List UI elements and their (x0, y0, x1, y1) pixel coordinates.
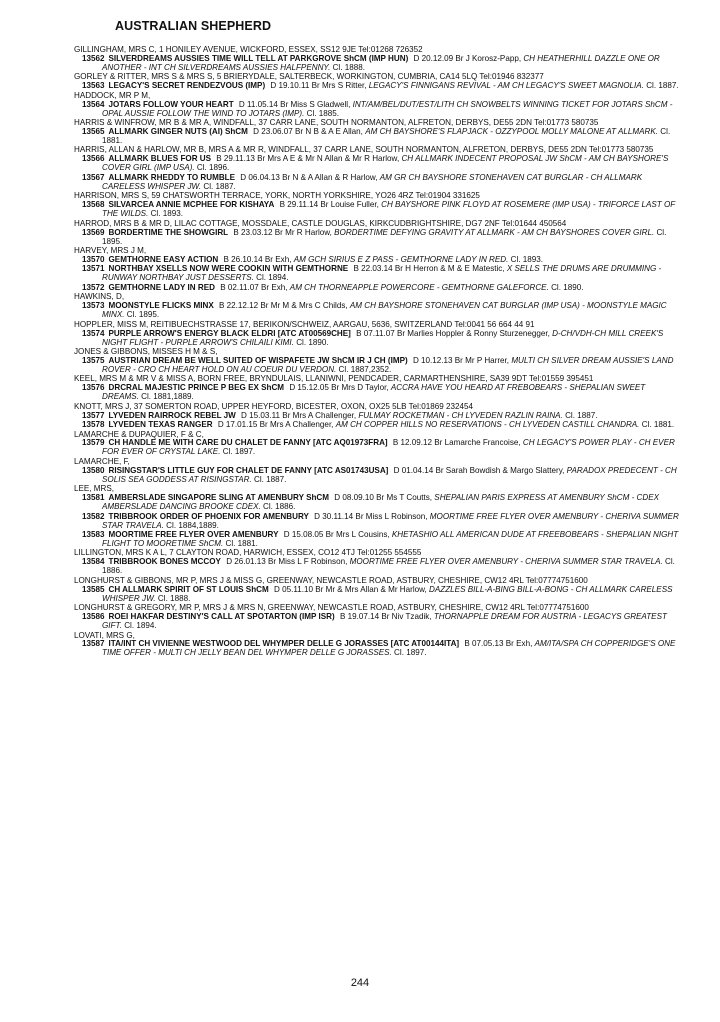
owner-line: LONGHURST & GREGORY, MR P, MRS J & MRS N, GREENWAY, NEWCASTLE ROAD, ASTBURY, CHESHIRE, CW12 4RL Tel:07774751600 (74, 603, 589, 613)
entry-details: B 29.11.13 Br Mrs A E & Mr N Allan & Mr R Harlow, (216, 154, 400, 164)
entry-number: 13577 (82, 410, 105, 420)
owner-line: HARRIS & WINFROW, MR B & MR A, WINDFALL, 37 CARR LANE, SOUTH NORMANTON, ALFRETON, DERBYS, DE55 2DN Tel:01773 580735 (74, 118, 599, 128)
class-numbers: Cl. 1885. (306, 108, 340, 118)
dog-entry (74, 174, 682, 192)
class-numbers: Cl. 1890. (551, 282, 584, 292)
dog-entry (74, 558, 682, 576)
class-numbers: Cl. 1893. (150, 209, 183, 219)
dog-name: JOTARS FOLLOW YOUR HEART (108, 99, 234, 109)
pedigree: AM GCH SIRIUS E Z PASS - GEMTHORNE LADY IN RED. (293, 254, 509, 264)
entry-details: D 05.11.10 Br Mr & Mrs Allan & Mr Harlow, (274, 584, 427, 594)
pedigree: ACCRA HAVE YOU HEARD AT FREBOBEARS - SHEPALIAN SWEET DREAMS. (102, 383, 646, 402)
dog-name: LYVEDEN TEXAS RANGER (108, 420, 213, 430)
dog-name: ALLMARK RHEDDY TO RUMBLE (108, 172, 236, 182)
pedigree: BORDERTIME DEFYING GRAVITY AT ALLMARK - AM CH BAYSHORES COVER GIRL. (334, 227, 655, 237)
entry-number: 13568 (82, 200, 105, 210)
dog-name: LYVEDEN RAIRROCK REBEL JW (108, 410, 236, 420)
entry-details: D 06.04.13 Br N & A Allan & R Harlow, (240, 172, 378, 182)
dog-entry (74, 101, 682, 119)
pedigree: CH LEGACY'S POWER PLAY - CH EVER FOR EVER OF CRYSTAL LAKE. (102, 438, 675, 457)
dog-entry (74, 421, 682, 430)
entry-details: B 02.11.07 Br Exh, (220, 282, 288, 292)
class-numbers: Cl. 1881. (225, 538, 258, 548)
entry-details: B 07.05.13 Br Exh, (464, 639, 533, 649)
entry-number: 13579 (82, 438, 105, 448)
entries-list (74, 46, 682, 659)
entry-number: 13572 (82, 282, 105, 292)
owner-line: LONGHURST & GIBBONS, MR P, MRS J & MISS G, GREENWAY, NEWCASTLE ROAD, ASTBURY, CHESHIRE, CW12 4RL Tel:07774751600 (74, 575, 588, 585)
entry-number: 13567 (82, 172, 105, 182)
pedigree: AM CH THORNEAPPLE POWERCORE - GEMTHORNE GALEFORCE. (289, 282, 549, 292)
pedigree: DAZZLES BILL-A-BING BILL-A-BONG - CH ALLMARK CARELESS WHISPER JW. (102, 584, 673, 603)
dog-entry (74, 55, 682, 73)
entry-number: 13576 (82, 383, 105, 393)
pedigree: MOORTIME FREE FLYER OVER AMENBURY - CHERIVA SUMMER STAR TRAVELA. (102, 511, 679, 530)
dog-name: AMBERSLADE SINGAPORE SLING AT AMENBURY ShCM (108, 493, 330, 503)
entry-number: 13580 (82, 465, 105, 475)
pedigree: AM CH BAYSHORE STONEHAVEN CAT BURGLAR (IMP USA) - MOONSTYLE MAGIC MINX. (102, 301, 667, 320)
pedigree: AM GR CH BAYSHORE STONEHAVEN CAT BURGLAR - CH ALLMARK CARELESS WHISPER JW. (102, 172, 643, 191)
pedigree: MOORTIME FREE FLYER OVER AMENBURY - CHERIVA SUMMER STAR TRAVELA. (349, 557, 663, 567)
entry-number: 13585 (82, 584, 105, 594)
owner-line: HADDOCK, MR P M, (74, 90, 151, 100)
dog-entry (74, 201, 682, 219)
class-numbers: Cl. 1887,2352. (338, 364, 392, 374)
pedigree: KHETASHIO ALL AMERICAN DUDE AT FREEBOBEARS - SHEPALIAN NIGHT FLIGHT TO MOORETIME ShCM. (102, 530, 679, 548)
pedigree: CH HEATHERHILL DAZZLE ONE OR ANOTHER - INT CH SILVERDREAMS AUSSIES HALFPENNY. (102, 53, 660, 72)
dog-name: SILVARCEA ANNIE MCPHEE FOR KISHAYA (108, 200, 275, 210)
dog-entry (74, 439, 682, 457)
entry-details: B 07.11.07 Br Marlies Hoppler & Ronny Sturzenegger, (356, 328, 550, 338)
entry-details: D 19.10.11 Br Mrs S Ritter, (270, 81, 367, 91)
entry-details: D 11.05.14 Br Miss S Gladwell, (238, 99, 351, 109)
pedigree: AM/ITA/SPA CH COPPERIDGE'S ONE TIME OFFER - MULTI CH JELLY BEAN DEL WHYMPER DELLE G JORASSES. (102, 639, 676, 658)
dog-entry (74, 265, 682, 283)
entry-number: 13571 (82, 264, 105, 274)
dog-name: LEGACY'S SECRET RENDEZVOUS (IMP) (108, 81, 266, 91)
entry-details: B 19.07.14 Br Niv Tzadik, (339, 612, 432, 622)
entry-number: 13564 (82, 99, 105, 109)
pedigree: SHEPALIAN PARIS EXPRESS AT AMENBURY ShCM - CDEX AMBERSLADE DANCING BROOKE CDEX. (102, 493, 660, 512)
dog-name: SILVERDREAMS AUSSIES TIME WILL TELL AT PARKGROVE ShCM (IMP HUN) (108, 53, 409, 63)
entry-details: B 12.09.12 Br Lamarche Francoise, (392, 438, 521, 448)
pedigree: MULTI CH SILVER DREAM AUSSIE'S LAND ROVER - CRO CH HEART HOLD ON AU COEUR DU VERDON. (102, 355, 674, 374)
dog-name: RISINGSTAR'S LITTLE GUY FOR CHALET DE FANNY [ATC AS01743USA] (108, 465, 389, 475)
class-numbers: Cl. 1887. (565, 410, 598, 420)
dog-name: GEMTHORNE LADY IN RED (108, 282, 215, 292)
entry-details: B 23.03.12 Br Mr R Harlow, (233, 227, 332, 237)
class-numbers: Cl. 1886. (263, 502, 296, 512)
dog-name: DRCRAL MAJESTIC PRINCE P BEG EX ShCM (108, 383, 285, 393)
owner-line: KNOTT, MRS J, 37 SOMERTON ROAD, UPPER HEYFORD, BICESTER, OXON, OX25 5LB Tel:01869 232454 (74, 401, 473, 411)
entry-number: 13575 (82, 355, 105, 365)
dog-name: GEMTHORNE EASY ACTION (108, 254, 219, 264)
dog-name: TRIBBROOK BONES MCCOY (108, 557, 221, 567)
entry-details: D 17.01.15 Br Mrs A Challenger, (217, 420, 334, 430)
dog-name: AUSTRIAN DREAM BE WELL SUITED OF WISPAFETE JW ShCM IR J CH (IMP) (108, 355, 408, 365)
entry-number: 13565 (82, 127, 105, 137)
owner-line: GILLINGHAM, MRS C, 1 HONILEY AVENUE, WICKFORD, ESSEX, SS12 9JE Tel:01268 726352 (74, 45, 423, 54)
dog-name: ALLMARK BLUES FOR US (108, 154, 212, 164)
pedigree: D-CH/VDH-CH MILL CREEK'S NIGHT FLIGHT - PURPLE ARROW'S CHILAILI KIMI. (102, 328, 664, 347)
entry-number: 13566 (82, 154, 105, 164)
class-numbers: Cl. 1893. (510, 254, 544, 264)
entry-number: 13582 (82, 511, 105, 521)
owner-line: JONES & GIBBONS, MISSES H M & S, (74, 346, 218, 356)
owner-line: LILLINGTON, MRS K A L, 7 CLAYTON ROAD, HARWICH, ESSEX, CO12 4TJ Tel:01255 554555 (74, 548, 422, 558)
entry-details: D 30.11.14 Br Miss L Robinson, (314, 511, 428, 521)
entry-details: D 10.12.13 Br Mr P Harrer, (412, 355, 510, 365)
entry-details: D 15.12.05 Br Mrs D Taylor, (289, 383, 389, 393)
class-numbers: Cl. 1890. (296, 337, 329, 347)
entry-details: B 22.12.12 Br Mr M & Mrs C Childs, (218, 301, 348, 311)
entry-details: D 01.04.14 Br Sarah Bowdish & Margo Slattery, (393, 465, 565, 475)
owner-line: LAMARCHE, F, (74, 456, 130, 466)
entry-details: D 08.09.10 Br Ms T Coutts, (334, 493, 433, 503)
dog-name: PURPLE ARROW'S ENERGY BLACK ELDRI [ATC AT00569CHE] (108, 328, 351, 338)
owner-line: HARRISON, MRS S, 59 CHATSWORTH TERRACE, YORK, NORTH YORKSHIRE, YO26 4RZ Tel:01904 331625 (74, 191, 480, 201)
class-numbers: Cl. 1887. (254, 474, 287, 484)
dog-entry (74, 155, 682, 173)
class-numbers: Cl. 1887. (646, 81, 679, 91)
dog-entry (74, 82, 682, 91)
dog-entry (74, 384, 682, 402)
entry-details: D 20.12.09 Br J Korosz-Papp, (413, 53, 522, 63)
class-numbers: Cl. 1881,1889. (141, 392, 194, 402)
page-number: 244 (350, 977, 370, 989)
pedigree: INT/AM/BEL/DUT/EST/LITH CH SNOWBELTS WINNING TICKET FOR JOTARS ShCM - OPAL AUSSIE FOLLOW THE WIND TO JOTARS (IMP). (102, 99, 673, 118)
entry-details: D 23.06.07 Br N B & A E Allan, (253, 127, 363, 137)
entry-number: 13570 (82, 254, 105, 264)
entry-details: B 29.11.14 Br Louise Fuller, (279, 200, 379, 210)
dog-entry (74, 284, 682, 293)
entry-number: 13586 (82, 612, 105, 622)
pedigree: AM CH COPPER HILLS NO RESERVATIONS - CH LYVEDEN CASTILL CHANDRA. (335, 420, 640, 430)
dog-name: CH HANDLE ME WITH CARE DU CHALET DE FANNY [ATC AQ01973FRA] (108, 438, 388, 448)
dog-entry (74, 467, 682, 485)
pedigree: CH ALLMARK INDECENT PROPOSAL JW ShCM - AM CH BAYSHORE'S COVER GIRL (IMP USA). (102, 154, 669, 173)
dog-name: ITA/INT CH VIVIENNE WESTWOOD DEL WHYMPER DELLE G JORASSES [ATC AT00144ITA] (108, 639, 460, 649)
pedigree: CH BAYSHORE PINK FLOYD AT ROSEMERE (IMP USA) - TRIFORCE LAST OF THE WILDS. (102, 200, 676, 219)
owner-line: LOVATI, MRS G, (74, 630, 135, 640)
entry-details: B 26.10.14 Br Exh, (223, 254, 292, 264)
pedigree: FULMAY ROCKETMAN - CH LYVEDEN RAZLIN RAINA. (358, 410, 563, 420)
entry-number: 13581 (82, 493, 105, 503)
class-numbers: Cl. 1895. (102, 227, 667, 246)
owner-line: KEEL, MRS M & MR V & MISS A, BORN FREE, BRYNDULAIS, LLANIWNI, PENDCADER, CARMARTHENSHIRE, SA39 9DT Tel:01559 395451 (74, 374, 594, 384)
entry-number: 13569 (82, 227, 105, 237)
dog-name: BORDERTIME THE SHOWGIRL (108, 227, 229, 237)
dog-entry (74, 229, 682, 247)
entry-number: 13584 (82, 557, 105, 567)
dog-name: NORTHBAY XSELLS NOW WERE COOKIN WITH GEMTHORNE (108, 264, 349, 274)
pedigree: X SELLS THE DRUMS ARE DRUMMING - RUNWAY NORTHBAY JUST DESSERTS. (102, 264, 662, 283)
class-numbers: Cl. 1888. (332, 62, 365, 72)
entry-number: 13562 (82, 53, 105, 63)
entry-number: 13574 (82, 328, 105, 338)
class-numbers: Cl. 1881. (102, 127, 671, 146)
dog-entry (74, 128, 682, 146)
entry-number: 13587 (82, 639, 105, 649)
class-numbers: Cl. 1888. (157, 593, 191, 603)
entry-details: B 22.03.14 Br H Herron & M & E Matestic, (353, 264, 505, 274)
owner-line: LEE, MRS, (74, 484, 115, 494)
dog-entry (74, 586, 682, 604)
class-numbers: Cl. 1894. (124, 621, 157, 631)
pedigree: PARADOX PREDECENT - CH SOLIS SEA GODDESS AT RISINGSTAR. (102, 465, 677, 484)
class-numbers: Cl. 1887. (203, 181, 236, 191)
entry-number: 13573 (82, 301, 105, 311)
dog-name: MOONSTYLE FLICKS MINX (108, 301, 214, 311)
class-numbers: Cl. 1897. (222, 447, 256, 457)
class-numbers: Cl. 1886. (102, 557, 675, 576)
owner-line: HARROD, MRS B & MR D, LILAC COTTAGE, MOSSDALE, CASTLE DOUGLAS, KIRKCUDBRIGHTSHIRE, DG7 2NF Tel:01644 450564 (74, 218, 567, 228)
class-numbers: Cl. 1896. (196, 163, 230, 173)
dog-entry (74, 494, 682, 512)
class-numbers: Cl. 1897. (394, 648, 427, 658)
entry-number: 13563 (82, 81, 105, 91)
dog-name: TRIBBROOK ORDER OF PHOENIX FOR AMENBURY (108, 511, 309, 521)
dog-entry (74, 613, 682, 631)
entry-details: D 15.03.11 Br Mrs A Challenger, (241, 410, 357, 420)
dog-entry (74, 513, 682, 531)
owner-line: HOPPLER, MISS M, REITIBUECHSTRASSE 17, BERIKON/SCHWEIZ, AARGAU, 5636, SWITZERLAND Tel:0041 56 664 44 91 (74, 319, 535, 329)
dog-name: ALLMARK GINGER NUTS (AI) ShCM (108, 127, 248, 137)
dog-entry (74, 640, 682, 658)
entry-details: D 15.08.05 Br Mrs L Cousins, (283, 530, 390, 540)
class-numbers: Cl. 1881. (641, 420, 675, 430)
owner-line: LAMARCHE & DUPAQUIER, F & C, (74, 429, 204, 439)
owner-line: HARRIS, ALLAN & HARLOW, MR B, MRS A & MR R, WINDFALL, 37 CARR LANE, SOUTH NORMANTON, ALFRETON, DERBYS, DE55 2DN Tel:01773 580735 (74, 145, 654, 155)
dog-entry (74, 357, 682, 375)
entry-details: D 26.01.13 Br Miss L F Robinson, (226, 557, 348, 567)
dog-name: CH ALLMARK SPIRIT OF ST LOUIS ShCM (108, 584, 269, 594)
pedigree: AM CH BAYSHORE'S FLAPJACK - OZZYPOOL MOLLY MALONE AT ALLMARK. (365, 127, 659, 137)
class-numbers: Cl. 1894. (256, 273, 289, 283)
entry-number: 13583 (82, 530, 105, 540)
class-numbers: Cl. 1884,1889. (166, 520, 219, 530)
pedigree: LEGACY'S FINNIGANS REVIVAL - AM CH LEGACY'S SWEET MAGNOLIA. (368, 81, 644, 91)
dog-name: ROEI HAKFAR DESTINY'S CALL AT SPOTARTON (IMP ISR) (108, 612, 335, 622)
owner-line: HARVEY, MRS J M, (74, 245, 147, 255)
page-title: AUSTRALIAN SHEPHERD (115, 19, 272, 33)
dog-entry (74, 531, 682, 549)
dog-entry (74, 330, 682, 348)
dog-name: MOORTIME FREE FLYER OVER AMENBURY (108, 530, 279, 540)
owner-line: HAWKINS, D, (74, 292, 125, 302)
dog-entry (74, 302, 682, 320)
class-numbers: Cl. 1895. (126, 310, 160, 320)
pedigree: THORNAPPLE DREAM FOR AUSTRIA - LEGACYS GREATEST GIFT. (102, 612, 667, 631)
entry-number: 13578 (82, 420, 105, 430)
owner-line: GORLEY & RITTER, MRS S & MRS S, 5 BRIERYDALE, SALTERBECK, WORKINGTON, CUMBRIA, CA14 5LQ Tel:01946 832377 (74, 72, 544, 82)
